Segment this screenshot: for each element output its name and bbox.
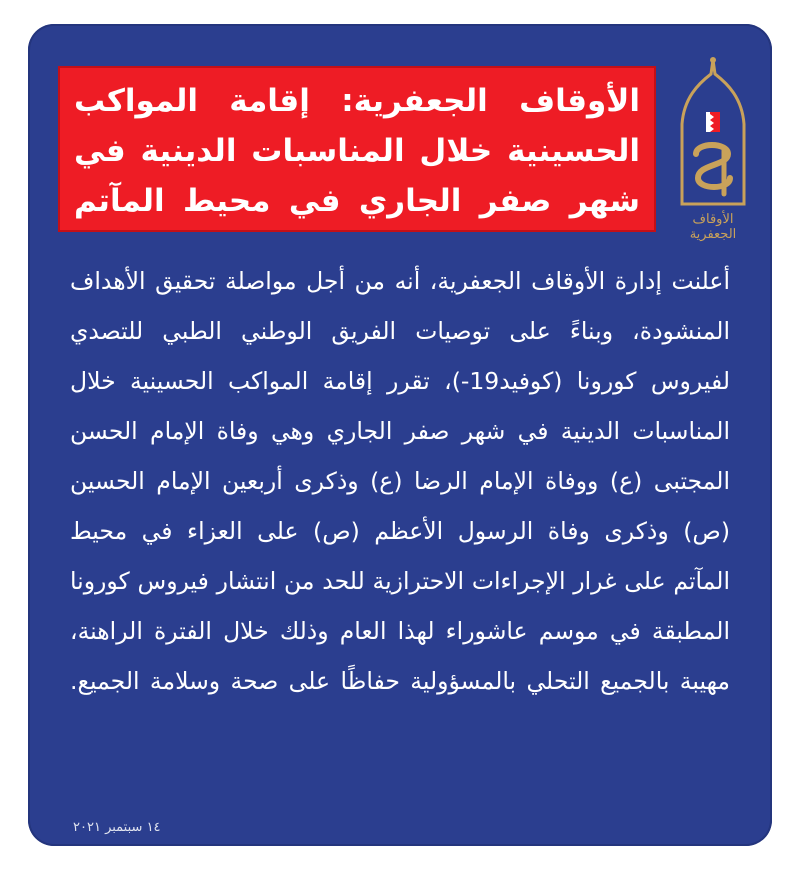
article-body: أعلنت إدارة الأوقاف الجعفرية، أنه من أجل مواصلة تحقيق الأهداف المنشودة، وبناءً على توصيات الفريق الوطني الطبي للتصدي لفيروس كورونا (كوفيد19-)، تقرر إقامة المواكب الحسينية خلال المناسبات الدينية في شهر صفر الجاري وهي وفاة الإمام الحسن المجتبى (ع) ووفاة الإمام الرضا (ع) وذكرى أربعين الإمام الحسين (ص) وذكرى وفاة الرسول الأعظم (ص) على العزاء في محيط المآتم على غرار الإجراءات الاحترازية للحد من انتشار فيروس كورونا المطبقة في موسم عاشوراء لهذا العام وذلك خلال الفترة الراهنة، مهيبة بالجميع التحلي بالمسؤولية حفاظًا على صحة وسلامة الجميع. [70, 267, 730, 695]
headline-banner [58, 66, 656, 232]
news-card [28, 24, 772, 846]
publish-date: ١٤ سبتمبر ٢٠٢١ [73, 820, 161, 835]
jaafari-endowments-logo-icon [668, 54, 758, 236]
headline: الأوقاف الجعفرية: إقامة المواكب الحسينية خلال المناسبات الدينية في شهر صفر الجاري في محيط المآتم [74, 83, 640, 219]
logo-caption: الأوقاف الجعفرية [689, 212, 737, 242]
